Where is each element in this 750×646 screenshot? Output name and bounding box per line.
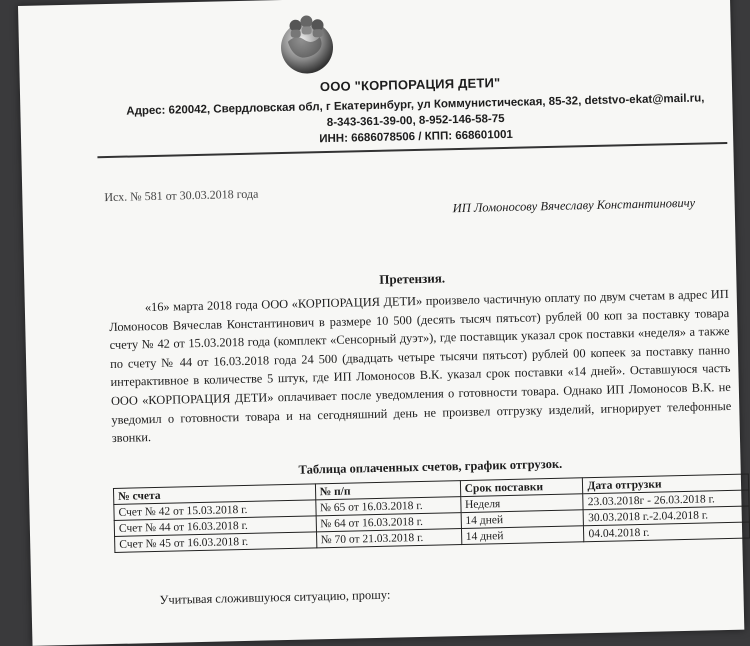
table-title: Таблица оплаченных счетов, график отгрузок.: [298, 456, 563, 477]
invoices-table: [113, 474, 750, 553]
cell-item: № 70 от 21.03.2018 г.: [316, 529, 461, 548]
addressee: ИП Ломоносову Вячеславу Константиновичу: [452, 195, 696, 216]
globe-children-logo-icon: [273, 11, 340, 78]
body-paragraph: «16» марта 2018 года ООО «КОРПОРАЦИЯ ДЕТИ» произвело частичную оплату по двум счетам в адрес ИП Ломоносов Вячеслав Константинович в размере 10 500 (десять тысяч пятьсот) рублей 00 коп за поставку товара счету № 42 от 15.03.2018 года (комплект «Сенсорный дуэт»), где поставщик указал срок поставки «неделя» а также по счету № 44 от 16.03.2018 года 24 500 (двадцать четыре тысячи пятьсот) рублей 00 копеек за поставку панно интерактивное в количестве 5 штук, где ИП Ломоносов В.К. указал срок поставки «14 дней». Оставшуюся часть ООО «КОРПОРАЦИЯ ДЕТИ» оплачивает после уведомления о готовности товара. Однако ИП Ломоносов В.К. не уведомил о готовности товара и на сегодняшний день не произвел отгрузку изделий, игнорирует телефонные звонки.: [109, 286, 732, 446]
cell-invoice: Счет № 42 от 15.03.2018 г.: [114, 500, 316, 521]
cell-invoice: Счет № 45 от 16.03.2018 г.: [115, 532, 317, 553]
letter-body: [109, 285, 732, 448]
cell-date: 23.03.2018г - 26.03.2018 г.: [583, 490, 749, 510]
header-item-number: № п/п: [315, 481, 460, 500]
header-shipment-date: Дата отгрузки: [583, 474, 749, 494]
cell-term: Неделя: [460, 494, 583, 513]
company-inn-kpp: ИНН: 6686078506 / КПП: 668601001: [319, 128, 513, 146]
cell-item: № 65 от 16.03.2018 г.: [315, 497, 460, 516]
company-address: Адрес: 620042, Свердловская обл, г Екатеринбург, ул Коммунистическая, 85-32, detstvo-ekat@mail.ru,: [126, 92, 705, 118]
cell-date: 30.03.2018 г.-2.04.2018 г.: [584, 506, 750, 526]
company-phones: 8-343-361-39-00, 8-952-146-58-75: [326, 112, 505, 130]
cell-invoice: Счет № 44 от 16.03.2018 г.: [114, 516, 316, 537]
outgoing-reference: Исх. № 581 от 30.03.2018 года: [104, 186, 259, 205]
letter-page: [18, 0, 744, 646]
company-name: ООО "КОРПОРАЦИЯ ДЕТИ": [319, 75, 501, 95]
cell-date: 04.04.2018 г.: [584, 522, 750, 542]
header-delivery-term: Срок поставки: [460, 478, 583, 497]
document-title: Претензия.: [379, 270, 446, 287]
cell-term: 14 дней: [461, 510, 584, 529]
cell-term: 14 дней: [461, 526, 584, 545]
company-requisites: [100, 90, 731, 152]
closing-line: Учитывая сложившуюся ситуацию, прошу:: [159, 587, 391, 607]
cell-item: № 64 от 16.03.2018 г.: [316, 513, 461, 532]
header-invoice-number: № счета: [113, 484, 315, 505]
